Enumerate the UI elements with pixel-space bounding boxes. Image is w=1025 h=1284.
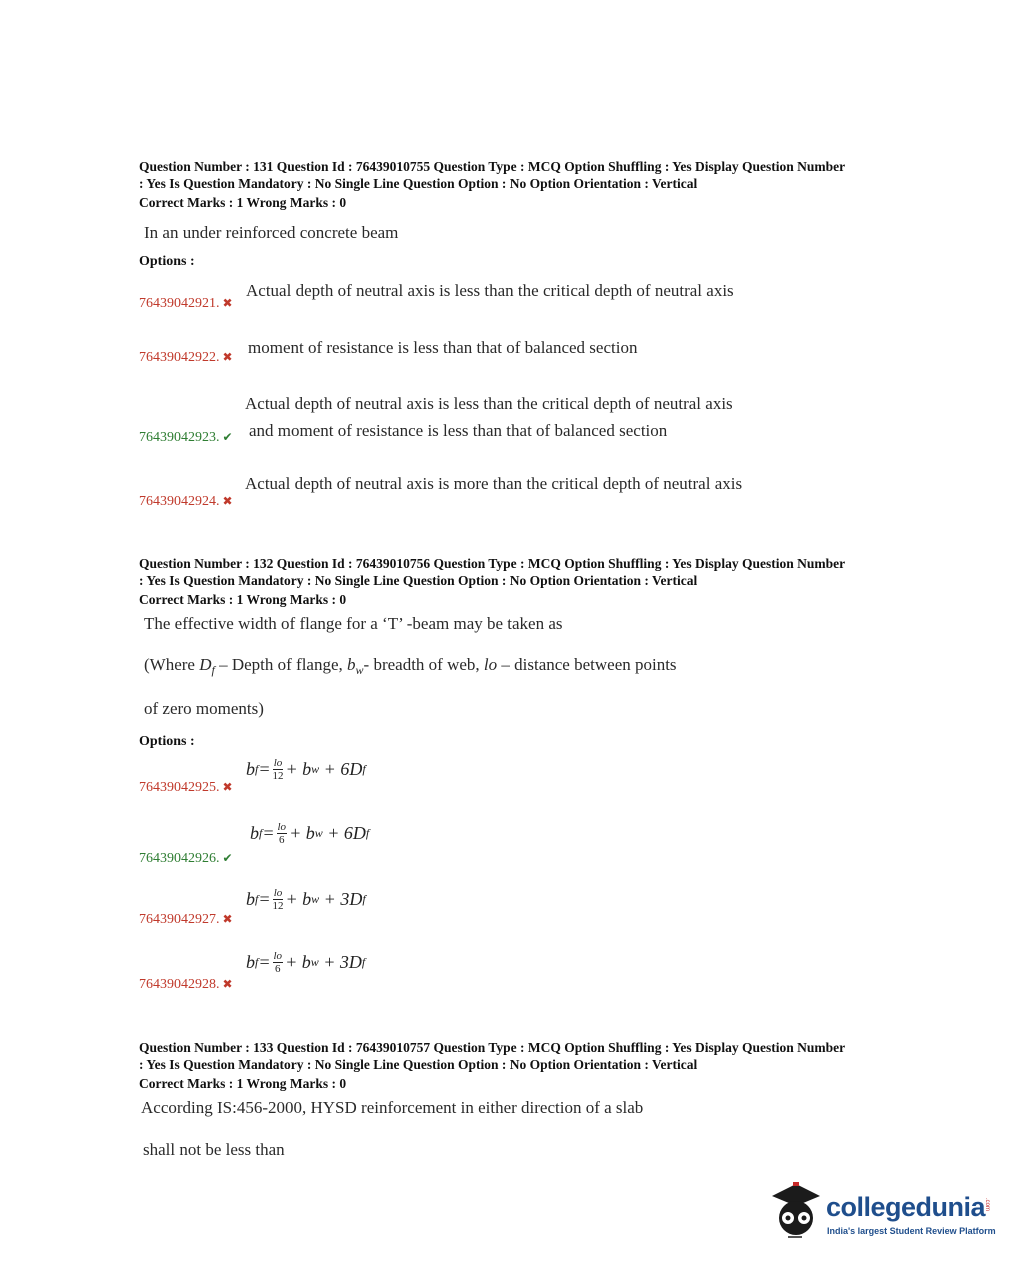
formula-df: D <box>349 759 363 779</box>
wrong-icon: ✖ <box>222 912 233 926</box>
formula-coef: + 3 <box>319 889 350 909</box>
formula-df-sub: f <box>362 762 366 776</box>
formula-bw-sub: w <box>314 826 323 840</box>
fraction-denominator: 6 <box>275 963 281 975</box>
logo-tagline: India's largest Student Review Platform <box>827 1226 996 1236</box>
option-id: 76439042921. ✖ <box>139 296 233 311</box>
q132-question-text: The effective width of flange for a ‘T’ -beam may be taken as <box>144 614 563 633</box>
formula-df-sub: f <box>362 892 366 906</box>
q133-question-text: According IS:456-2000, HYSD reinforcement in either direction of a slab <box>141 1098 644 1117</box>
q132-question-where: (Where $D_f$ – Depth of flange, $b_w-$ breadth of web, lo – distance between points <box>144 655 677 677</box>
formula-lhs-sub: f <box>255 892 259 906</box>
logo-wordmark: collegedunia <box>826 1192 986 1222</box>
formula-df: D <box>349 889 363 909</box>
formula-coef: + 3 <box>318 952 349 972</box>
formula-bw: + b <box>285 759 312 779</box>
q133-meta-line1: Question Number : 133 Question Id : 76439010757 Question Type : MCQ Option Shuffling : Yes Display Question Number <box>139 1040 846 1055</box>
formula-lhs-sub: f <box>259 826 263 840</box>
formula-df: D <box>348 952 362 972</box>
fraction-denominator: 6 <box>279 834 285 846</box>
formula-bw: + b <box>289 823 315 843</box>
option-text: Actual depth of neutral axis is more than the critical depth of neutral axis <box>245 474 743 493</box>
fraction-denominator: 12 <box>272 770 284 782</box>
formula-bw: + b <box>285 889 312 909</box>
formula-lhs: b <box>246 952 255 972</box>
fraction-numerator: lo <box>273 887 283 899</box>
formula-bw-sub: w <box>311 892 320 906</box>
q132-meta-line2: : Yes Is Question Mandatory : No Single Line Question Option : No Option Orientation : Vertical <box>139 572 698 588</box>
correct-check-icon: ✔ <box>222 851 233 865</box>
formula-lhs: b <box>246 759 255 779</box>
q131-meta-line1: Question Number : 131 Question Id : 76439010755 Question Type : MCQ Option Shuffling : Yes Display Question Number <box>139 159 846 174</box>
formula-lhs-sub: f <box>255 955 259 969</box>
wrong-icon: ✖ <box>222 350 233 364</box>
option-id: 76439042926. ✔ <box>139 851 233 866</box>
formula-coef: + 6 <box>322 823 353 843</box>
formula-lhs: b <box>246 889 255 909</box>
option-formula <box>246 950 365 975</box>
option-id: 76439042925. ✖ <box>139 780 233 795</box>
formula-df-sub: f <box>365 826 370 840</box>
option-formula <box>246 887 366 912</box>
fraction-numerator: lo <box>277 821 287 833</box>
q133-meta-line2: : Yes Is Question Mandatory : No Single Line Question Option : No Option Orientation : Vertical <box>139 1056 698 1072</box>
formula-bw-sub: w <box>310 955 319 969</box>
q131-meta-line2: : Yes Is Question Mandatory : No Single Line Question Option : No Option Orientation : Vertical <box>139 175 698 191</box>
formula-df: D <box>352 823 366 843</box>
formula-fraction <box>273 950 284 975</box>
formula-lhs: b <box>250 823 259 843</box>
wrong-icon: ✖ <box>222 296 233 310</box>
q132-meta <box>139 556 845 609</box>
option-text: and moment of resistance is less than that of balanced section <box>249 421 668 440</box>
formula-fraction <box>273 887 284 912</box>
option-text: moment of resistance is less than that of balanced section <box>248 338 638 357</box>
q133-marks: Correct Marks : 1 Wrong Marks : 0 <box>139 1076 347 1091</box>
option-formula <box>250 821 369 846</box>
formula-bw-sub: w <box>311 762 320 776</box>
formula-lhs-sub: f <box>255 762 259 776</box>
formula-eq: = <box>258 889 271 909</box>
q131-marks: Correct Marks : 1 Wrong Marks : 0 <box>139 195 347 210</box>
formula-coef: + 6 <box>319 759 350 779</box>
q131-question-text: In an under reinforced concrete beam <box>144 223 399 242</box>
graduate-mascot-icon <box>766 1178 824 1246</box>
q133-question-text-end: shall not be less than <box>143 1140 285 1159</box>
formula-eq: = <box>258 759 271 779</box>
formula-eq: = <box>258 952 271 972</box>
logo-com: .com <box>984 1198 990 1212</box>
q132-marks: Correct Marks : 1 Wrong Marks : 0 <box>139 592 347 607</box>
formula-df-sub: f <box>361 955 366 969</box>
wrong-icon: ✖ <box>222 494 233 508</box>
formula-fraction <box>273 757 284 782</box>
option-formula <box>246 757 366 782</box>
option-id: 76439042927. ✖ <box>139 912 233 927</box>
formula-eq: = <box>262 823 275 843</box>
wrong-icon: ✖ <box>222 977 233 991</box>
option-id: 76439042924. ✖ <box>139 494 233 509</box>
option-id: 76439042923. ✔ <box>139 430 233 445</box>
option-id: 76439042928. ✖ <box>139 977 233 992</box>
q133-meta <box>139 1040 845 1093</box>
option-text: Actual depth of neutral axis is less than the critical depth of neutral axis <box>246 281 734 300</box>
fraction-numerator: lo <box>273 757 283 769</box>
option-id: 76439042922. ✖ <box>139 350 233 365</box>
option-text: Actual depth of neutral axis is less than the critical depth of neutral axis <box>245 394 733 413</box>
q131-meta <box>139 159 845 212</box>
collegedunia-logo <box>766 1178 996 1248</box>
fraction-denominator: 12 <box>272 900 284 912</box>
correct-check-icon: ✔ <box>222 430 233 444</box>
formula-fraction <box>277 821 288 846</box>
fraction-numerator: lo <box>273 950 283 962</box>
q132-options-label: Options : <box>139 734 195 749</box>
q132-question-text-end: of zero moments) <box>144 699 264 718</box>
q131-options-label: Options : <box>139 254 195 269</box>
q132-meta-line1: Question Number : 132 Question Id : 76439010756 Question Type : MCQ Option Shuffling : Yes Display Question Number <box>139 556 846 571</box>
wrong-icon: ✖ <box>222 780 233 794</box>
formula-bw: + b <box>285 952 311 972</box>
